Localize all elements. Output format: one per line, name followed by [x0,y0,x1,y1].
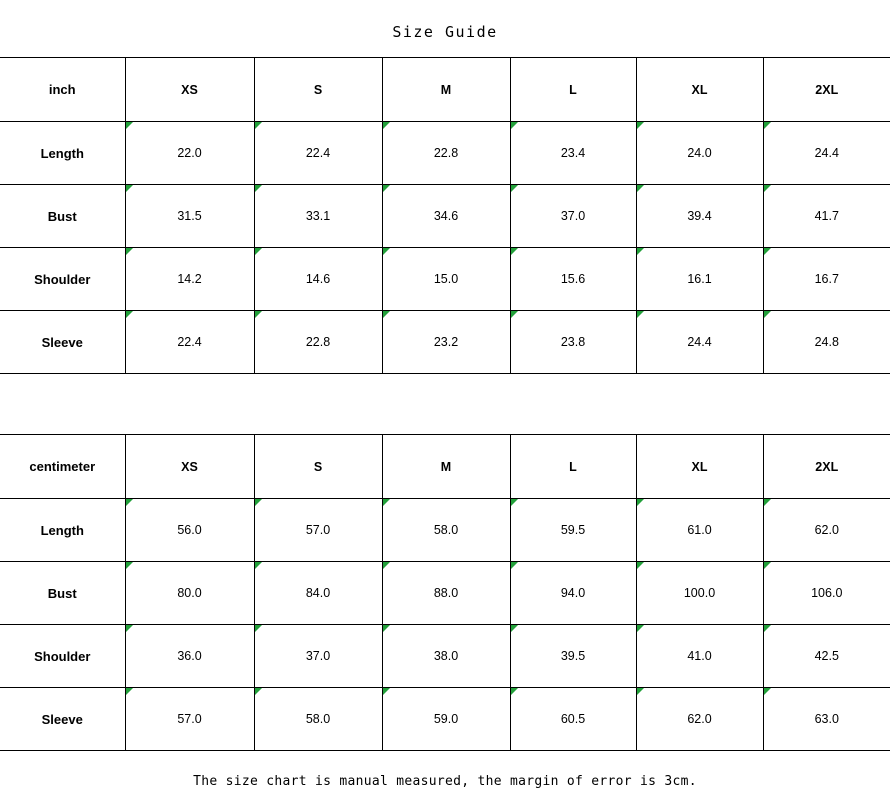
corner-marker-icon [255,688,262,695]
cell-value: 16.7 [814,272,839,286]
table-cell [125,562,254,625]
corner-marker-icon [255,185,262,192]
table-cell [510,311,636,374]
table-cell [254,688,382,751]
unit-label-centimeter: centimeter [0,435,125,499]
cell-value: 14.6 [305,272,331,286]
cell-value: 23.4 [560,146,586,160]
corner-marker-icon [255,562,262,569]
cell-value: 57.0 [305,523,331,537]
corner-marker-icon [764,248,771,255]
cell-value: 57.0 [177,712,202,726]
corner-marker-icon [511,499,518,506]
table-cell [763,311,890,374]
column-header: M [382,58,510,122]
table-cell [636,625,763,688]
column-header: XL [636,58,763,122]
cell-value: 42.5 [814,649,839,663]
corner-marker-icon [126,688,133,695]
table-cell [382,248,510,311]
cell-value: 88.0 [433,586,459,600]
table-cell [636,688,763,751]
corner-marker-icon [637,562,644,569]
corner-marker-icon [383,185,390,192]
cell-value: 59.5 [560,523,586,537]
table-header-row [0,58,890,122]
table-cell [510,122,636,185]
column-header: L [510,58,636,122]
cell-value: 41.0 [687,649,712,663]
corner-marker-icon [255,122,262,129]
table-cell [254,499,382,562]
table-cell [763,499,890,562]
corner-marker-icon [126,248,133,255]
cell-value: 80.0 [177,586,202,600]
table-cell [254,185,382,248]
corner-marker-icon [764,122,771,129]
table-cell [125,122,254,185]
row-label: Length [0,122,125,185]
cell-value: 24.8 [814,335,839,349]
cell-value: 60.5 [560,712,586,726]
table-cell [510,688,636,751]
corner-marker-icon [637,688,644,695]
table-cell [763,122,890,185]
cell-value: 39.4 [687,209,712,223]
cell-value: 84.0 [305,586,331,600]
cell-value: 22.0 [177,146,202,160]
cell-value: 24.0 [687,146,712,160]
corner-marker-icon [511,122,518,129]
corner-marker-icon [126,311,133,318]
cell-value: 94.0 [560,586,586,600]
cell-value: 37.0 [560,209,586,223]
row-label: Bust [0,185,125,248]
table-cell [125,248,254,311]
table-cell [125,185,254,248]
table-cell [636,185,763,248]
table-cell [125,311,254,374]
table-cell [125,499,254,562]
table-cell [636,499,763,562]
column-header: XL [636,435,763,499]
column-header: M [382,435,510,499]
table-cell [763,248,890,311]
table-cell [254,122,382,185]
table-cell [382,311,510,374]
corner-marker-icon [383,311,390,318]
corner-marker-icon [764,185,771,192]
table-cell [763,688,890,751]
cell-value: 61.0 [687,523,712,537]
table-cell [125,625,254,688]
table-cell [382,499,510,562]
cell-value: 22.4 [305,146,331,160]
corner-marker-icon [637,248,644,255]
table-cell [382,185,510,248]
table-cell [254,311,382,374]
column-header: 2XL [763,435,890,499]
column-header: XS [125,58,254,122]
cell-value: 33.1 [305,209,331,223]
cell-value: 38.0 [433,649,459,663]
page-title: Size Guide [392,23,498,41]
table-cell [636,562,763,625]
cell-value: 23.2 [433,335,459,349]
table-cell [636,311,763,374]
corner-marker-icon [255,499,262,506]
table-header-row [0,435,890,499]
corner-marker-icon [637,625,644,632]
corner-marker-icon [511,688,518,695]
cell-value: 22.8 [305,335,331,349]
corner-marker-icon [511,185,518,192]
row-label: Shoulder [0,248,125,311]
corner-marker-icon [637,311,644,318]
table-row [0,122,890,185]
cell-value: 62.0 [814,523,839,537]
table-row [0,562,890,625]
cell-value: 24.4 [814,146,839,160]
column-header: L [510,435,636,499]
size-table-inch [0,57,890,374]
row-label: Shoulder [0,625,125,688]
cell-value: 23.8 [560,335,586,349]
corner-marker-icon [764,688,771,695]
corner-marker-icon [255,625,262,632]
cell-value: 41.7 [814,209,839,223]
table-cell [382,688,510,751]
table-cell [763,562,890,625]
cell-value: 34.6 [433,209,459,223]
cell-value: 36.0 [177,649,202,663]
row-label: Bust [0,562,125,625]
cell-value: 31.5 [177,209,202,223]
cell-value: 22.8 [433,146,459,160]
table-cell [510,185,636,248]
corner-marker-icon [637,185,644,192]
table-cell [382,625,510,688]
cell-value: 56.0 [177,523,202,537]
corner-marker-icon [764,625,771,632]
corner-marker-icon [126,499,133,506]
cell-value: 58.0 [433,523,459,537]
corner-marker-icon [764,311,771,318]
table-row [0,248,890,311]
table-cell [510,499,636,562]
column-header: 2XL [763,58,890,122]
corner-marker-icon [383,625,390,632]
column-header: S [254,58,382,122]
cell-value: 14.2 [177,272,202,286]
table-cell [254,562,382,625]
cell-value: 15.6 [560,272,586,286]
cell-value: 24.4 [687,335,712,349]
corner-marker-icon [126,625,133,632]
cell-value: 106.0 [811,586,843,600]
corner-marker-icon [511,625,518,632]
cell-value: 15.0 [433,272,459,286]
cell-value: 37.0 [305,649,331,663]
row-label: Sleeve [0,311,125,374]
cell-value: 63.0 [814,712,839,726]
table-cell [636,248,763,311]
cell-value: 16.1 [687,272,712,286]
table-cell [510,562,636,625]
table-row [0,185,890,248]
table-row [0,625,890,688]
corner-marker-icon [637,122,644,129]
size-table-centimeter [0,434,890,751]
corner-marker-icon [511,562,518,569]
table-cell [382,562,510,625]
corner-marker-icon [255,311,262,318]
row-label: Length [0,499,125,562]
cell-value: 100.0 [683,586,716,600]
table-row [0,311,890,374]
table-cell [510,248,636,311]
cell-value: 58.0 [305,712,331,726]
corner-marker-icon [383,122,390,129]
corner-marker-icon [255,248,262,255]
cell-value: 59.0 [433,712,459,726]
table-cell [763,185,890,248]
corner-marker-icon [383,688,390,695]
corner-marker-icon [126,562,133,569]
row-label: Sleeve [0,688,125,751]
table-cell [254,625,382,688]
table-row [0,688,890,751]
column-header: S [254,435,382,499]
measurement-disclaimer: The size chart is manual measured, the margin of error is 3cm. [193,774,697,789]
table-gap [0,374,890,434]
corner-marker-icon [511,311,518,318]
corner-marker-icon [511,248,518,255]
cell-value: 22.4 [177,335,202,349]
table-cell [254,248,382,311]
table-cell [382,122,510,185]
table-cell [763,625,890,688]
corner-marker-icon [764,562,771,569]
column-header: XS [125,435,254,499]
table-cell [125,688,254,751]
cell-value: 39.5 [560,649,586,663]
unit-label-inch: inch [0,58,125,122]
table-cell [636,122,763,185]
corner-marker-icon [383,562,390,569]
table-cell [510,625,636,688]
cell-value: 62.0 [687,712,712,726]
corner-marker-icon [383,248,390,255]
corner-marker-icon [637,499,644,506]
table-row [0,499,890,562]
corner-marker-icon [764,499,771,506]
corner-marker-icon [126,122,133,129]
corner-marker-icon [383,499,390,506]
corner-marker-icon [126,185,133,192]
